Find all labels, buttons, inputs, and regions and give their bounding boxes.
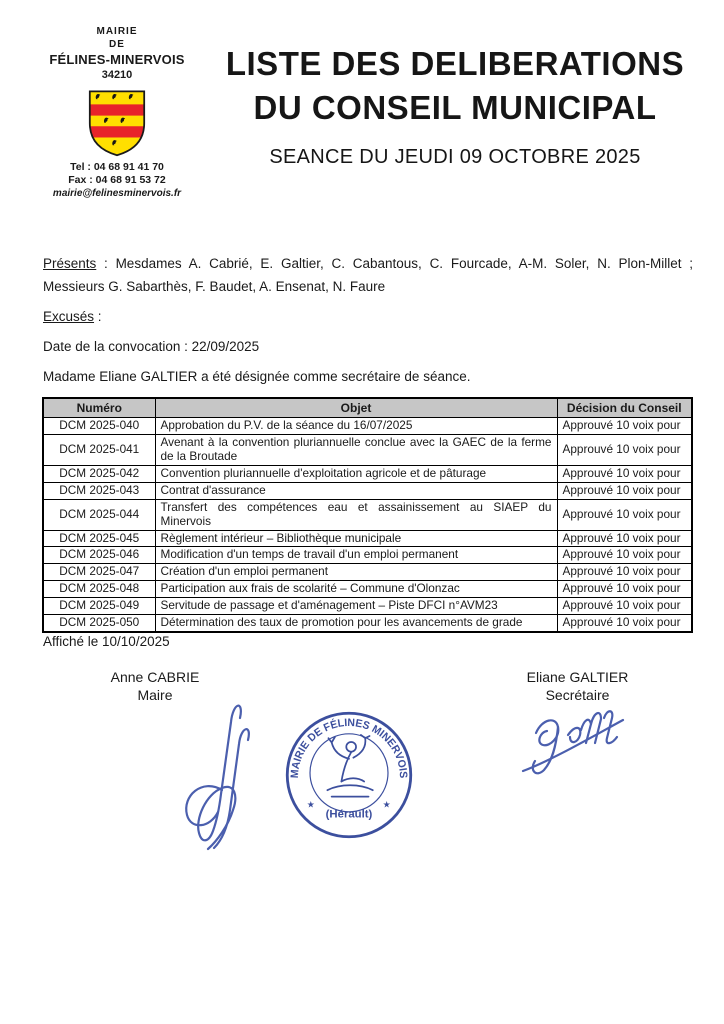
stamp-emblem-figure	[327, 735, 373, 797]
presents-line-2: Messieurs G. Sabarthès, F. Baudet, A. Ensenat, N. Faure	[43, 279, 386, 294]
municipal-stamp	[284, 710, 414, 840]
stamp-star-right: ★	[382, 799, 391, 810]
cell-decision: Approuvé 10 voix pour	[557, 598, 692, 615]
maire-signature	[178, 698, 263, 853]
cell-objet: Transfert des compétences eau et assainissement au SIAEP du Minervois	[155, 499, 557, 530]
letterhead-mairie: MAIRIE	[96, 26, 138, 37]
seance-date: SEANCE DU JEUDI 09 OCTOBRE 2025	[269, 146, 641, 169]
cell-numero: DCM 2025-047	[43, 564, 155, 581]
document-title	[205, 42, 705, 169]
cell-decision: Approuvé 10 voix pour	[557, 465, 692, 482]
secretaire-role: Secrétaire	[545, 687, 610, 703]
cell-objet: Règlement intérieur – Bibliothèque municipale	[155, 530, 557, 547]
stamp-herault-text: (Hérault)	[325, 808, 373, 821]
cell-objet: Contrat d'assurance	[155, 482, 557, 499]
cell-numero: DCM 2025-044	[43, 499, 155, 530]
maire-role: Maire	[137, 687, 173, 703]
letterhead-postal-code: 34210	[101, 69, 133, 82]
cell-decision: Approuvé 10 voix pour	[557, 530, 692, 547]
affiche-date: Affiché le 10/10/2025	[43, 634, 170, 649]
cell-objet: Détermination des taux de promotion pour les avancements de grade	[155, 615, 557, 632]
cell-decision: Approuvé 10 voix pour	[557, 615, 692, 632]
cell-numero: DCM 2025-041	[43, 435, 155, 466]
secretaire-signature	[520, 703, 635, 788]
presents-label: Présents	[43, 256, 97, 271]
cell-decision: Approuvé 10 voix pour	[557, 418, 692, 435]
table-row	[43, 530, 692, 547]
presents-paragraph	[43, 252, 693, 298]
cell-decision: Approuvé 10 voix pour	[557, 482, 692, 499]
table-row	[43, 499, 692, 530]
presents-names-1: : Mesdames A. Cabrié, E. Galtier, C. Cabantous, C. Fourcade, A-M. Soler, N. Plon-Millet ;	[96, 256, 693, 271]
table-row	[43, 547, 692, 564]
header-decision: Décision du Conseil	[557, 398, 692, 418]
cell-numero: DCM 2025-042	[43, 465, 155, 482]
cell-objet: Convention pluriannuelle d'exploitation agricole et de pâturage	[155, 465, 557, 482]
convocation-date: Date de la convocation : 22/09/2025	[43, 339, 260, 354]
cell-objet: Servitude de passage et d'aménagement – Piste DFCI n°AVM23	[155, 598, 557, 615]
letterhead-phone: Tel : 04 68 91 41 70	[70, 161, 164, 173]
header-objet: Objet	[155, 398, 557, 418]
cell-numero: DCM 2025-040	[43, 418, 155, 435]
stamp-star-left: ★	[306, 799, 315, 810]
cell-objet: Avenant à la convention pluriannuelle conclue avec la GAEC de la ferme de la Broutade	[155, 435, 557, 466]
table-row	[43, 615, 692, 632]
cell-objet: Modification d'un temps de travail d'un emploi permanent	[155, 547, 557, 564]
cell-numero: DCM 2025-046	[43, 547, 155, 564]
letterhead-fax: Fax : 04 68 91 53 72	[68, 174, 166, 187]
svg-text:MAIRIE DE FÉLINES MINERVOIS: MAIRIE DE FÉLINES MINERVOIS	[288, 716, 410, 779]
cell-decision: Approuvé 10 voix pour	[557, 435, 692, 466]
table-row	[43, 435, 692, 466]
table-body	[43, 418, 692, 632]
cell-objet: Participation aux frais de scolarité – Commune d'Olonzac	[155, 581, 557, 598]
letterhead-commune: FÉLINES-MINERVOIS	[49, 52, 185, 67]
secretaire-signature-block	[495, 668, 660, 704]
cell-numero: DCM 2025-048	[43, 581, 155, 598]
excuses-paragraph	[43, 305, 693, 328]
letterhead	[36, 26, 198, 201]
table-row	[43, 581, 692, 598]
cell-decision: Approuvé 10 voix pour	[557, 564, 692, 581]
excuses-rest: :	[94, 309, 102, 324]
cell-numero: DCM 2025-050	[43, 615, 155, 632]
table-row	[43, 598, 692, 615]
cell-decision: Approuvé 10 voix pour	[557, 547, 692, 564]
table-row	[43, 465, 692, 482]
table-row	[43, 418, 692, 435]
maire-name: Anne CABRIE	[110, 669, 200, 685]
secretaire-sentence: Madame Eliane GALTIER a été désignée comme secrétaire de séance.	[43, 369, 471, 384]
excuses-label: Excusés	[43, 309, 95, 324]
secretaire-name: Eliane GALTIER	[526, 669, 629, 685]
cell-numero: DCM 2025-045	[43, 530, 155, 547]
cell-numero: DCM 2025-049	[43, 598, 155, 615]
table-row	[43, 482, 692, 499]
letterhead-de: DE	[109, 38, 125, 50]
table-header-row	[43, 398, 692, 418]
cell-numero: DCM 2025-043	[43, 482, 155, 499]
deliberations-table	[42, 397, 693, 633]
coat-of-arms-icon	[87, 89, 147, 157]
title-line-2: DU CONSEIL MUNICIPAL	[253, 88, 657, 126]
cell-decision: Approuvé 10 voix pour	[557, 499, 692, 530]
letterhead-email: mairie@felinesminervois.fr	[52, 188, 182, 200]
cell-decision: Approuvé 10 voix pour	[557, 581, 692, 598]
title-line-1: LISTE DES DELIBERATIONS	[225, 45, 685, 82]
cell-objet: Création d'un emploi permanent	[155, 564, 557, 581]
table-row	[43, 564, 692, 581]
cell-objet: Approbation du P.V. de la séance du 16/07/2025	[155, 418, 557, 435]
presents-line-1	[43, 252, 693, 275]
header-numero: Numéro	[43, 398, 155, 418]
